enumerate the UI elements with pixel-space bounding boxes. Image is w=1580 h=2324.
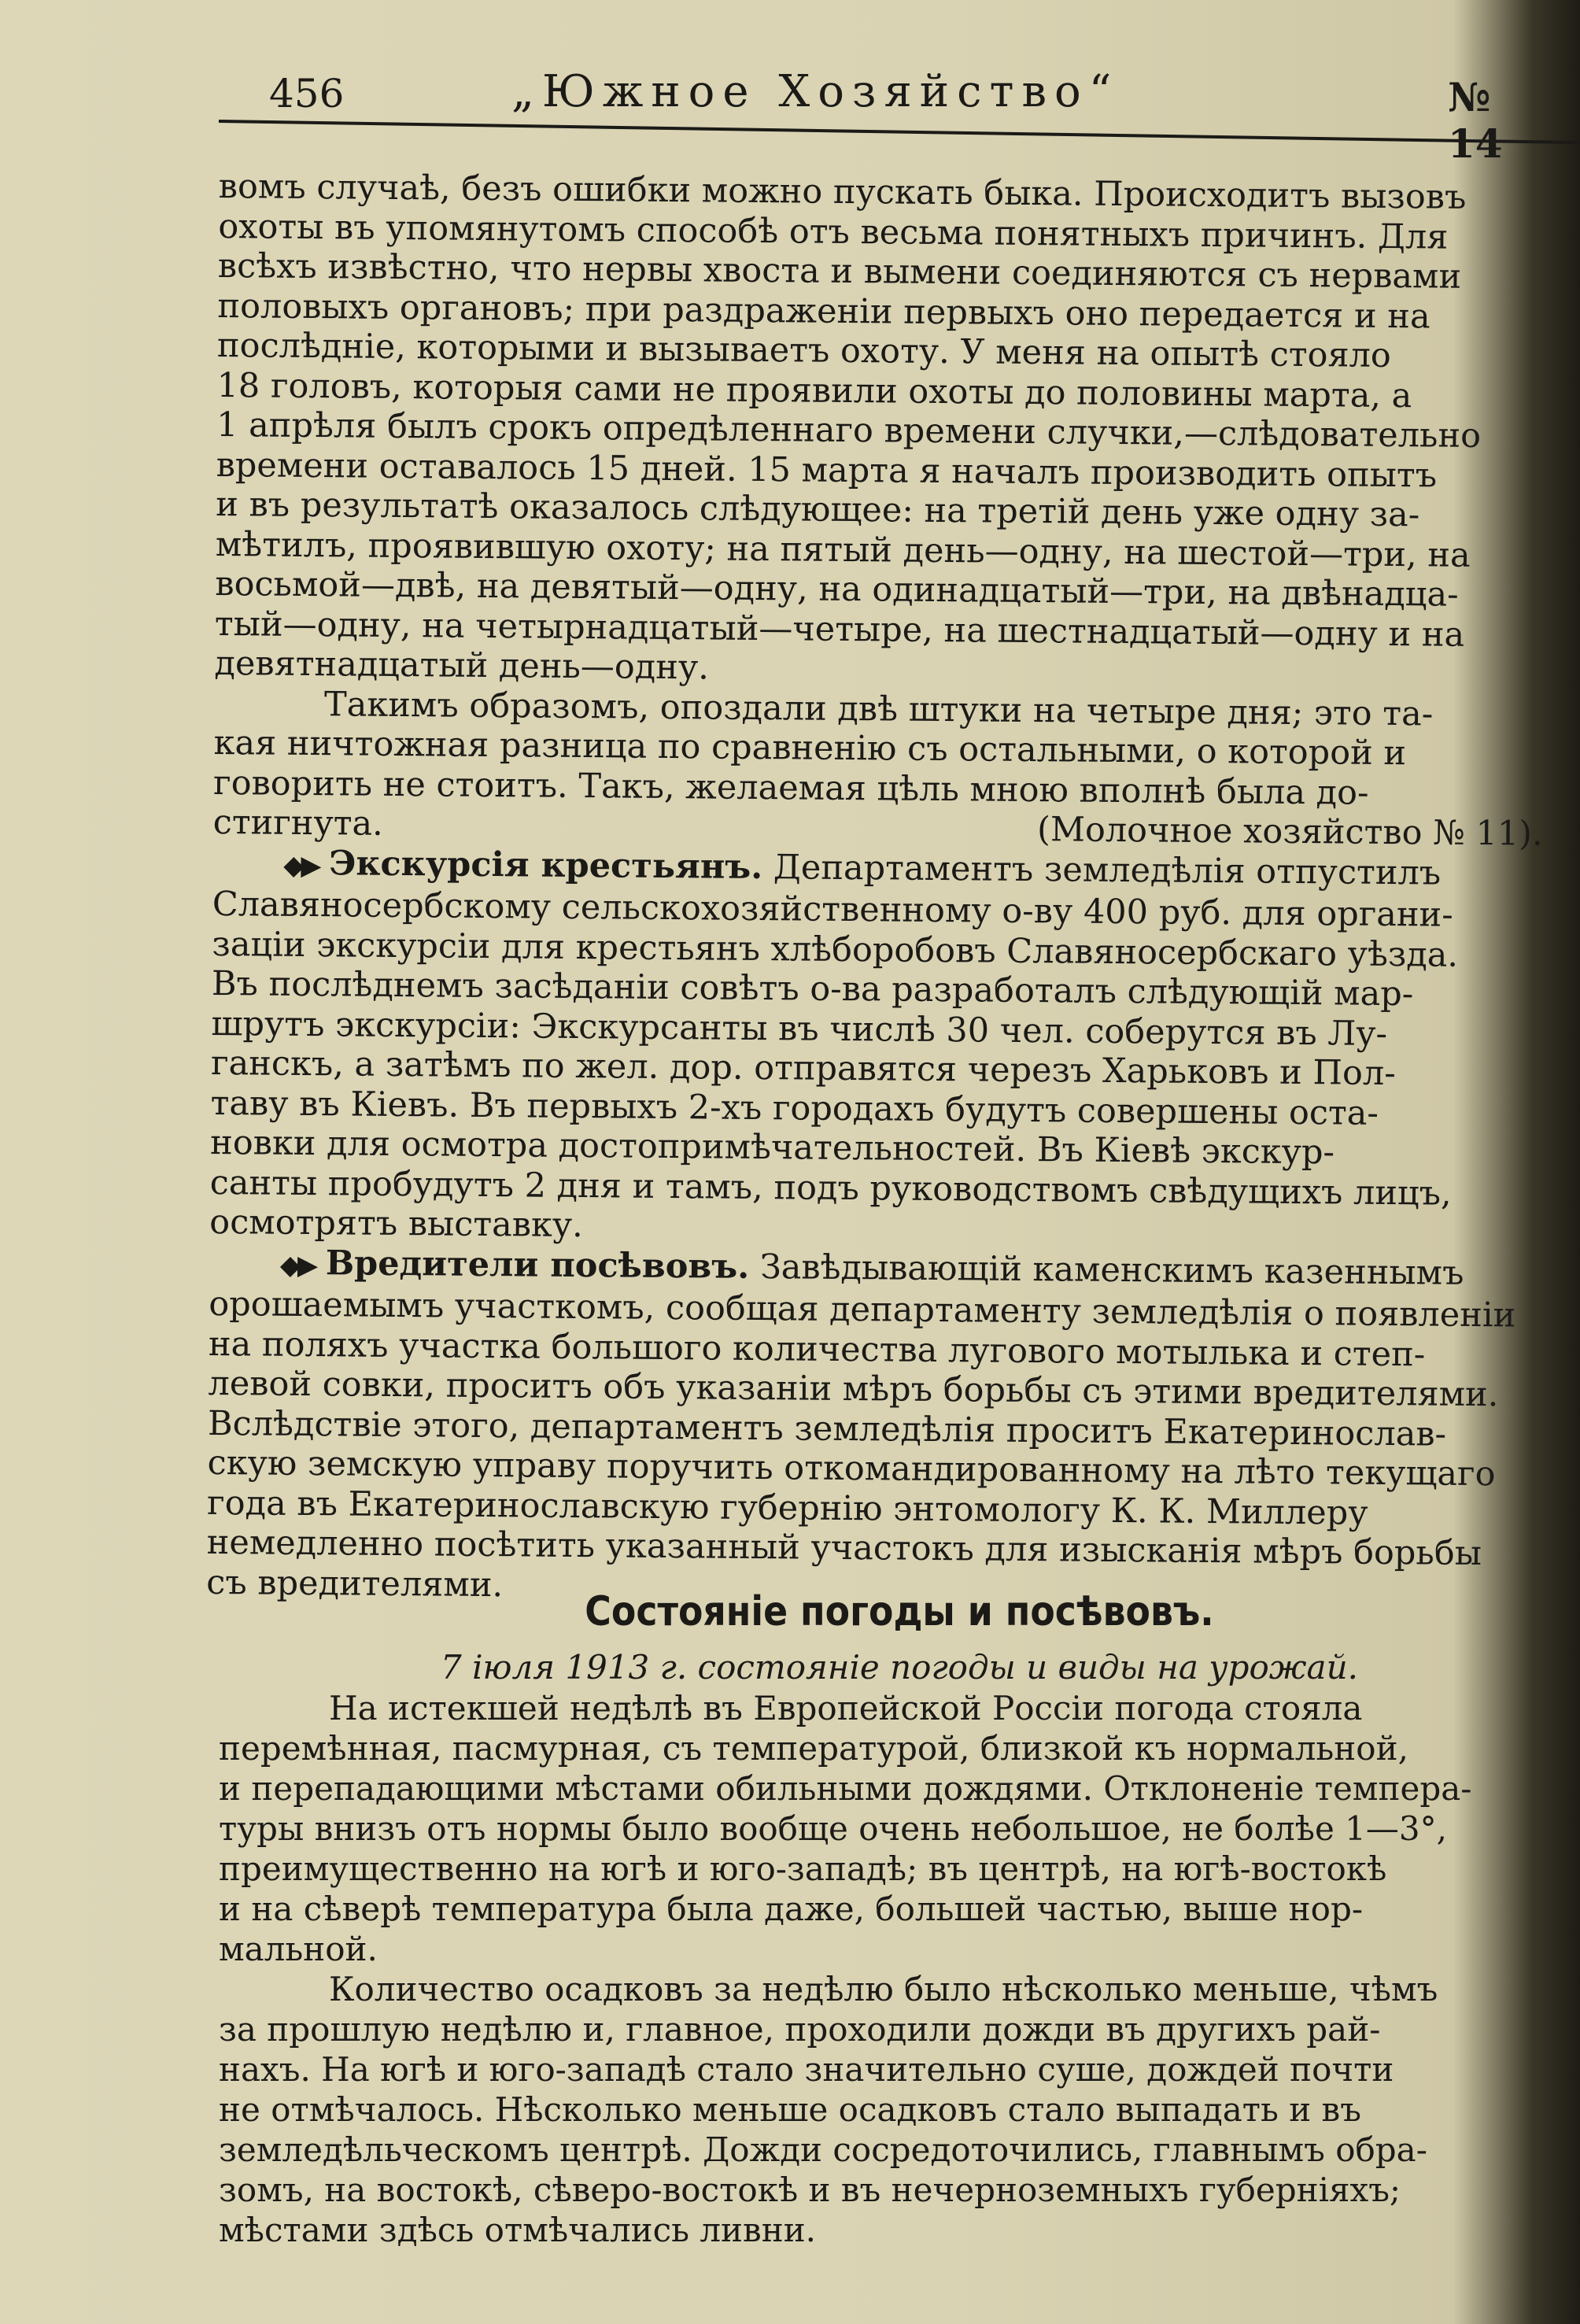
main-column <box>206 167 1580 1614</box>
text-line: земледѣльческомъ центрѣ. Дожди сосредоточились, главнымъ обра- <box>219 2130 1427 2169</box>
text-line: вомъ случаѣ, безъ ошибки можно пускать быка. Происходитъ вызовъ <box>218 167 1467 217</box>
text-line: 18 головъ, которыя сами не проявили охоты до половины марта, а <box>216 365 1412 416</box>
text-line: туры внизъ отъ нормы было вообще очень небольшое, не болѣе 1—3°, <box>219 1809 1447 1848</box>
text-line: Славяносербскому сельскохозяйственному о-ву 400 руб. для органи- <box>212 884 1453 935</box>
text-line: половыхъ органовъ; при раздраженіи первыхъ оно передается и на <box>217 286 1430 336</box>
section-subtitle: 7 іюля 1913 г. состояніе погоды и виды на урожай. <box>441 1648 1358 1687</box>
source-citation: (Молочное хозяйство № 11). <box>1036 810 1543 854</box>
text-line: съ вредителями. <box>206 1562 504 1605</box>
text-line: Количество осадковъ за недѣлю было нѣсколько меньше, чѣмъ <box>329 1970 1438 2008</box>
text-line: и на сѣверѣ температура была даже, большей частью, выше нор- <box>219 1890 1364 1928</box>
text-line: нахъ. На югѣ и юго-западѣ стало значительно суше, дождей почти <box>219 2050 1394 2089</box>
article-title: Экскурсія крестьянъ. <box>329 843 763 887</box>
text-line: Вслѣдствіе этого, департаментъ земледѣлія проситъ Екатеринослав- <box>207 1403 1447 1454</box>
text-line: за прошлую недѣлю и, главное, проходили дожди въ другихъ рай- <box>219 2010 1381 2049</box>
text-line: заціи экскурсіи для крестьянъ хлѣборобовъ Славяносербскаго уѣзда. <box>212 924 1459 975</box>
text-line: новки для осмотра достопримѣчательностей. Въ Кіевѣ экскур- <box>209 1122 1335 1173</box>
text-line: скую земскую управу поручить откомандированному на лѣто текущаго <box>207 1443 1496 1495</box>
text-line: и перепадающими мѣстами обильными дождями. Отклоненіе темпера- <box>219 1769 1472 1808</box>
text-line: Департаментъ земледѣлія отпустилъ <box>773 847 1442 893</box>
text-line: послѣдніе, которыми и вызываетъ охоту. У меня на опытѣ стояло <box>216 325 1392 376</box>
text-line: Завѣдывающій каменскимъ казеннымъ <box>759 1247 1464 1293</box>
text-line: говорить не стоитъ. Такъ, желаемая цѣль мною вполнѣ была до- <box>212 763 1369 813</box>
text-line: санты пробудутъ 2 дня и тамъ, подъ руководствомъ свѣдущихъ лицъ, <box>209 1162 1452 1214</box>
text-line: и въ результатѣ оказалось слѣдующее: на третій день уже одну за- <box>216 484 1420 535</box>
text-line: тый—одну, на четырнадцатый—четыре, на шестнадцатый—одну и на <box>214 604 1465 655</box>
text-line: кая ничтожная разница по сравненію съ остальными, о которой и <box>213 722 1407 774</box>
section-title: Состояніе погоды и посѣвовъ. <box>585 1588 1214 1635</box>
text-line: шрутъ экскурсіи: Экскурсанты въ числѣ 30 чел. соберутся въ Лу- <box>211 1003 1388 1054</box>
issue-number: № 14 <box>1448 74 1503 167</box>
text-line: мальной. <box>219 1930 378 1968</box>
weather-column <box>219 1688 1580 2250</box>
bullet-diamond-icon: ◆▶ <box>283 849 319 881</box>
text-line: 1 апрѣля былъ срокъ опредѣленнаго времени случки,—слѣдовательно <box>216 405 1482 456</box>
text-line: перемѣнная, пасмурная, съ температурой, близкой къ нормальной, <box>219 1729 1408 1768</box>
journal-title: „Южное Хозяйство“ <box>511 66 1120 117</box>
text-line: года въ Екатеринославскую губернію энтомологу К. К. Миллеру <box>206 1483 1368 1533</box>
text-line: на поляхъ участка большого количества лугового мотылька и степ- <box>208 1324 1426 1374</box>
text-line: мѣтилъ, проявившую охоту; на пятый день—одну, на шестой—три, на <box>215 524 1471 575</box>
text-line: мѣстами здѣсь отмѣчались ливни. <box>219 2211 817 2249</box>
text-line: зомъ, на востокѣ, сѣверо-востокѣ и въ нечерноземныхъ губерніяхъ; <box>219 2171 1401 2209</box>
text-line: всѣхъ извѣстно, что нервы хвоста и вымени соединяются съ нервами <box>217 246 1462 297</box>
running-header <box>220 66 1558 167</box>
text-line: преимущественно на югѣ и юго-западѣ; въ центрѣ, на югѣ-востокѣ <box>219 1849 1387 1888</box>
text-line: ганскъ, а затѣмъ по жел. дор. отправятся черезъ Харьковъ и Пол- <box>210 1043 1396 1094</box>
text-line: охоты въ упомянутомъ способѣ отъ весьма понятныхъ причинъ. Для <box>218 206 1449 257</box>
text-line: левой совки, проситъ объ указаніи мѣръ борьбы съ этими вредителями. <box>208 1363 1499 1415</box>
text-line: осмотрятъ выставку. <box>209 1202 584 1246</box>
text-line: орошаемымъ участкомъ, сообщая департаменту земледѣлія о появленіи <box>209 1284 1516 1336</box>
text-line: Такимъ образомъ, опоздали двѣ штуки на четыре дня; это та- <box>323 684 1434 733</box>
bullet-diamond-icon: ◆▶ <box>279 1249 316 1281</box>
page-number: 456 <box>269 71 345 116</box>
text-line: На истекшей недѣлѣ въ Европейской Россіи погода стояла <box>329 1689 1363 1727</box>
text-line: таву въ Кіевъ. Въ первыхъ 2-хъ городахъ будутъ совершены оста- <box>210 1083 1379 1133</box>
text-line: девятнадцатый день—одну. <box>214 643 710 688</box>
text-line: не отмѣчалось. Нѣсколько меньше осадковъ стало выпадать и въ <box>219 2090 1361 2129</box>
article-title: Вредители посѣвовъ. <box>325 1243 750 1287</box>
text-line: восьмой—двѣ, на девятый—одну, на одинадцатый—три, на двѣнадца- <box>215 563 1459 615</box>
text-line: немедленно посѣтить указанный участокъ для изысканія мѣръ борьбы <box>206 1522 1482 1574</box>
text-line: стигнута. <box>212 802 384 844</box>
text-line: времени оставалось 15 дней. 15 марта я началъ производить опытъ <box>216 445 1438 496</box>
text-line: Въ послѣднемъ засѣданіи совѣтъ о-ва разработалъ слѣдующій мар- <box>211 963 1414 1014</box>
